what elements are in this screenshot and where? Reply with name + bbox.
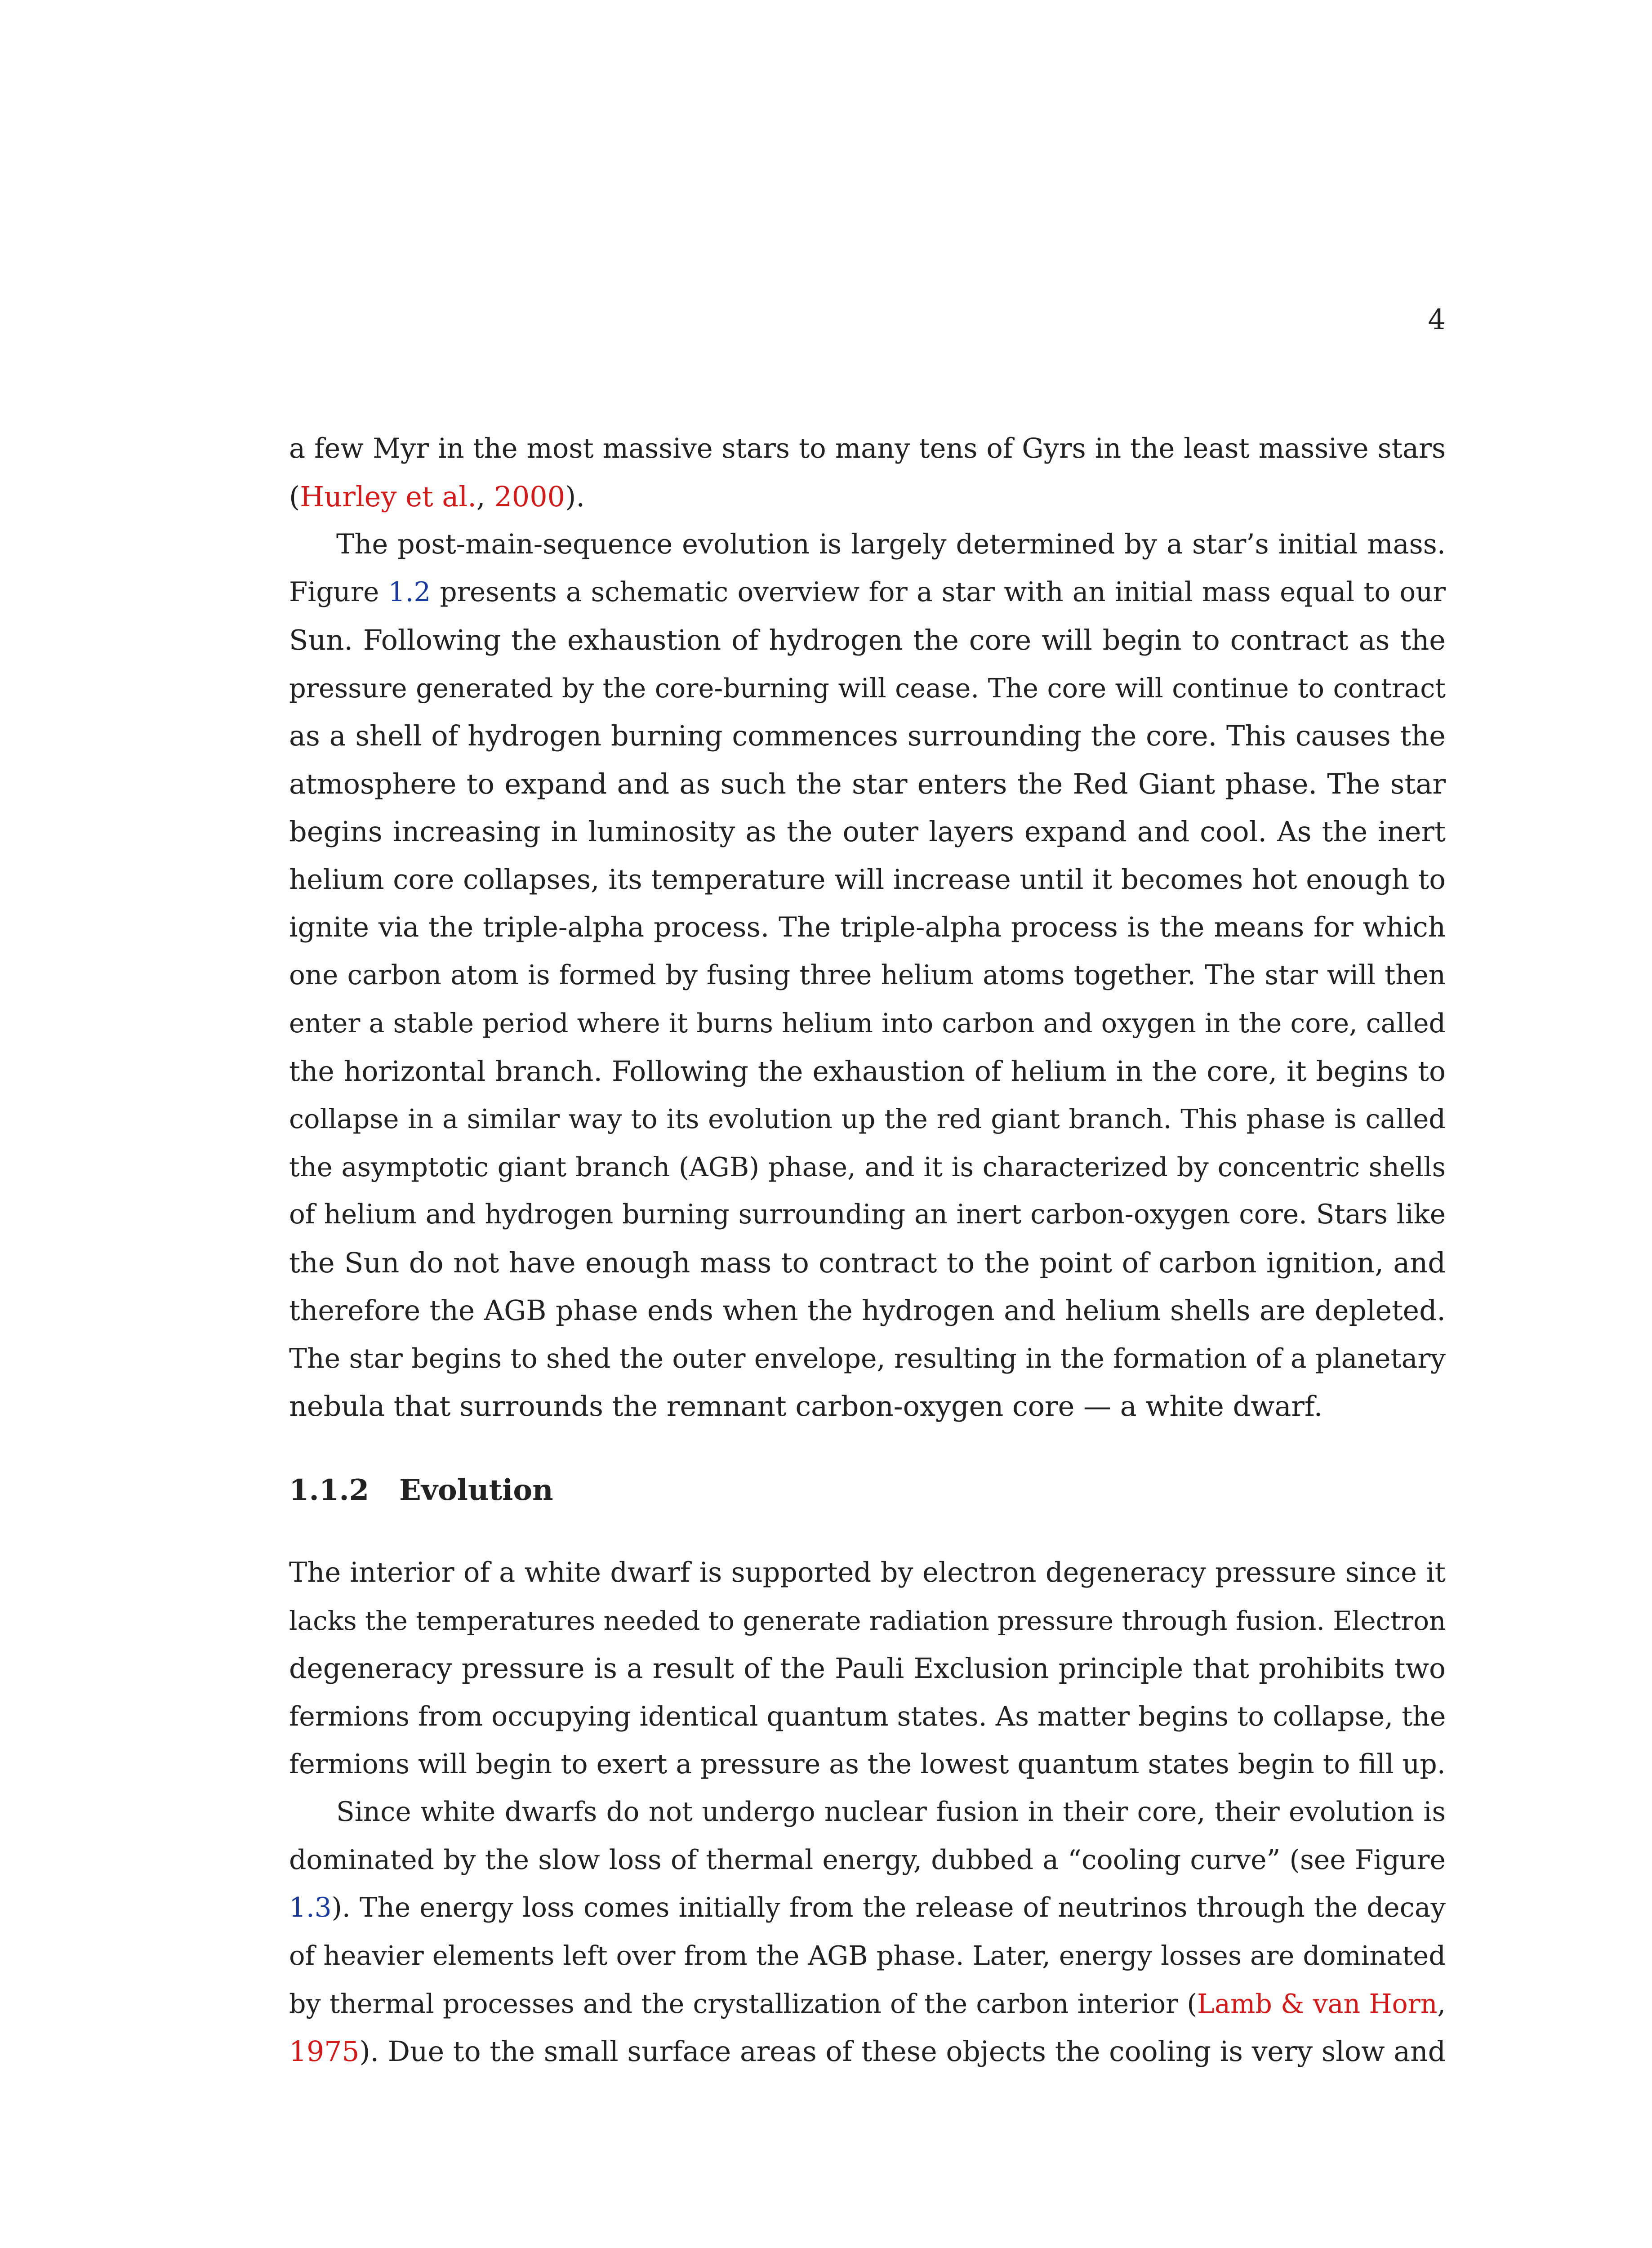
figure-ref-1-3[interactable]: 1.3 (289, 1892, 332, 1923)
paragraph-3-line-5: fermions will begin to exert a pressure as the lowest quantum states begin to fill up. (289, 1748, 1446, 1780)
paragraph-2-line-2: Figure 1.2 presents a schematic overview for a star with an initial mass equal to our (289, 576, 1446, 608)
citation-lamb-authors[interactable]: Lamb & van Horn (1197, 1988, 1438, 2019)
paragraph-4-line-1: Since white dwarfs do not undergo nuclear fusion in their core, their evolution is (336, 1796, 1446, 1828)
section-heading (289, 1472, 553, 1508)
paragraph-2-line-14: the asymptotic giant branch (AGB) phase, and it is characterized by concentric shells (289, 1151, 1446, 1182)
paragraph-3-line-1: The interior of a white dwarf is supported by electron degeneracy pressure since it (289, 1557, 1446, 1588)
body-text-upper (289, 425, 1446, 1431)
paragraph-2-line-11: enter a stable period where it burns helium into carbon and oxygen in the core, called (289, 1008, 1446, 1039)
paragraph-3-line-3: degeneracy pressure is a result of the Pauli Exclusion principle that prohibits two (289, 1652, 1446, 1685)
paragraph-2-line-12: the horizontal branch. Following the exhaustion of helium in the core, it begins to (289, 1055, 1446, 1088)
paragraph-4-line-2: dominated by the slow loss of thermal energy, dubbed a “cooling curve” (see Figure (289, 1844, 1446, 1876)
section-number: 1.1.2 (289, 1473, 370, 1507)
paragraph-4-line-5: by thermal processes and the crystallization of the carbon interior (Lamb & van Horn, (289, 1988, 1446, 2019)
section-title: Evolution (399, 1473, 553, 1507)
paragraph-2-line-16: the Sun do not have enough mass to contract to the point of carbon ignition, and (289, 1246, 1446, 1279)
paragraph-4-line-3: 1.3). The energy loss comes initially from the release of neutrinos through the decay (289, 1892, 1446, 1923)
paragraph-2-line-15: of helium and hydrogen burning surrounding an inert carbon-oxygen core. Stars like (289, 1199, 1446, 1230)
paragraph-2-line-18: The star begins to shed the outer envelope, resulting in the formation of a planetary (289, 1343, 1446, 1374)
paragraph-2-line-8: helium core collapses, its temperature will increase until it becomes hot enough to (289, 863, 1446, 896)
paragraph-2-line-7: begins increasing in luminosity as the outer layers expand and cool. As the inert (289, 815, 1446, 848)
paragraph-1-line-1: a few Myr in the most massive stars to many tens of Gyrs in the least massive stars (289, 433, 1446, 464)
paragraph-2-line-1: The post-main-sequence evolution is largely determined by a star’s initial mass. (336, 529, 1446, 560)
paragraph-3-line-2: lacks the temperatures needed to generate radiation pressure through fusion. Electron (289, 1605, 1446, 1636)
citation-hurley-year[interactable]: 2000 (494, 480, 566, 513)
paragraph-2-line-10: one carbon atom is formed by fusing three helium atoms together. The star will then (289, 959, 1446, 991)
paragraph-3-line-4: fermions from occupying identical quantum states. As matter begins to collapse, the (289, 1700, 1446, 1732)
paragraph-2-line-4: pressure generated by the core-burning will cease. The core will continue to contract (289, 672, 1446, 704)
paragraph-2-line-3: Sun. Following the exhaustion of hydrogen the core will begin to contract as the (289, 624, 1446, 656)
paragraph-2-line-5: as a shell of hydrogen burning commences surrounding the core. This causes the (289, 719, 1446, 752)
paragraph-4-line-4: of heavier elements left over from the AGB phase. Later, energy losses are dominated (289, 1940, 1446, 1971)
page-number: 4 (1428, 303, 1446, 336)
figure-ref-1-2[interactable]: 1.2 (388, 576, 431, 608)
paragraph-2-line-6: atmosphere to expand and as such the star enters the Red Giant phase. The star (289, 767, 1446, 800)
citation-hurley-authors[interactable]: Hurley et al. (300, 480, 476, 513)
paragraph-4-line-6: 1975). Due to the small surface areas of these objects the cooling is very slow and (289, 2035, 1446, 2068)
paragraph-2-line-9: ignite via the triple-alpha process. The triple-alpha process is the means for which (289, 911, 1446, 943)
paragraph-1-line-2: (Hurley et al., 2000). (289, 480, 585, 513)
paragraph-2-line-17: therefore the AGB phase ends when the hydrogen and helium shells are depleted. (289, 1294, 1446, 1327)
paragraph-2-line-13: collapse in a similar way to its evolution up the red giant branch. This phase is called (289, 1103, 1446, 1134)
body-text-lower (289, 1549, 1446, 2076)
citation-lamb-year[interactable]: 1975 (289, 2035, 360, 2068)
paragraph-2-line-19: nebula that surrounds the remnant carbon-oxygen core — a white dwarf. (289, 1390, 1323, 1423)
